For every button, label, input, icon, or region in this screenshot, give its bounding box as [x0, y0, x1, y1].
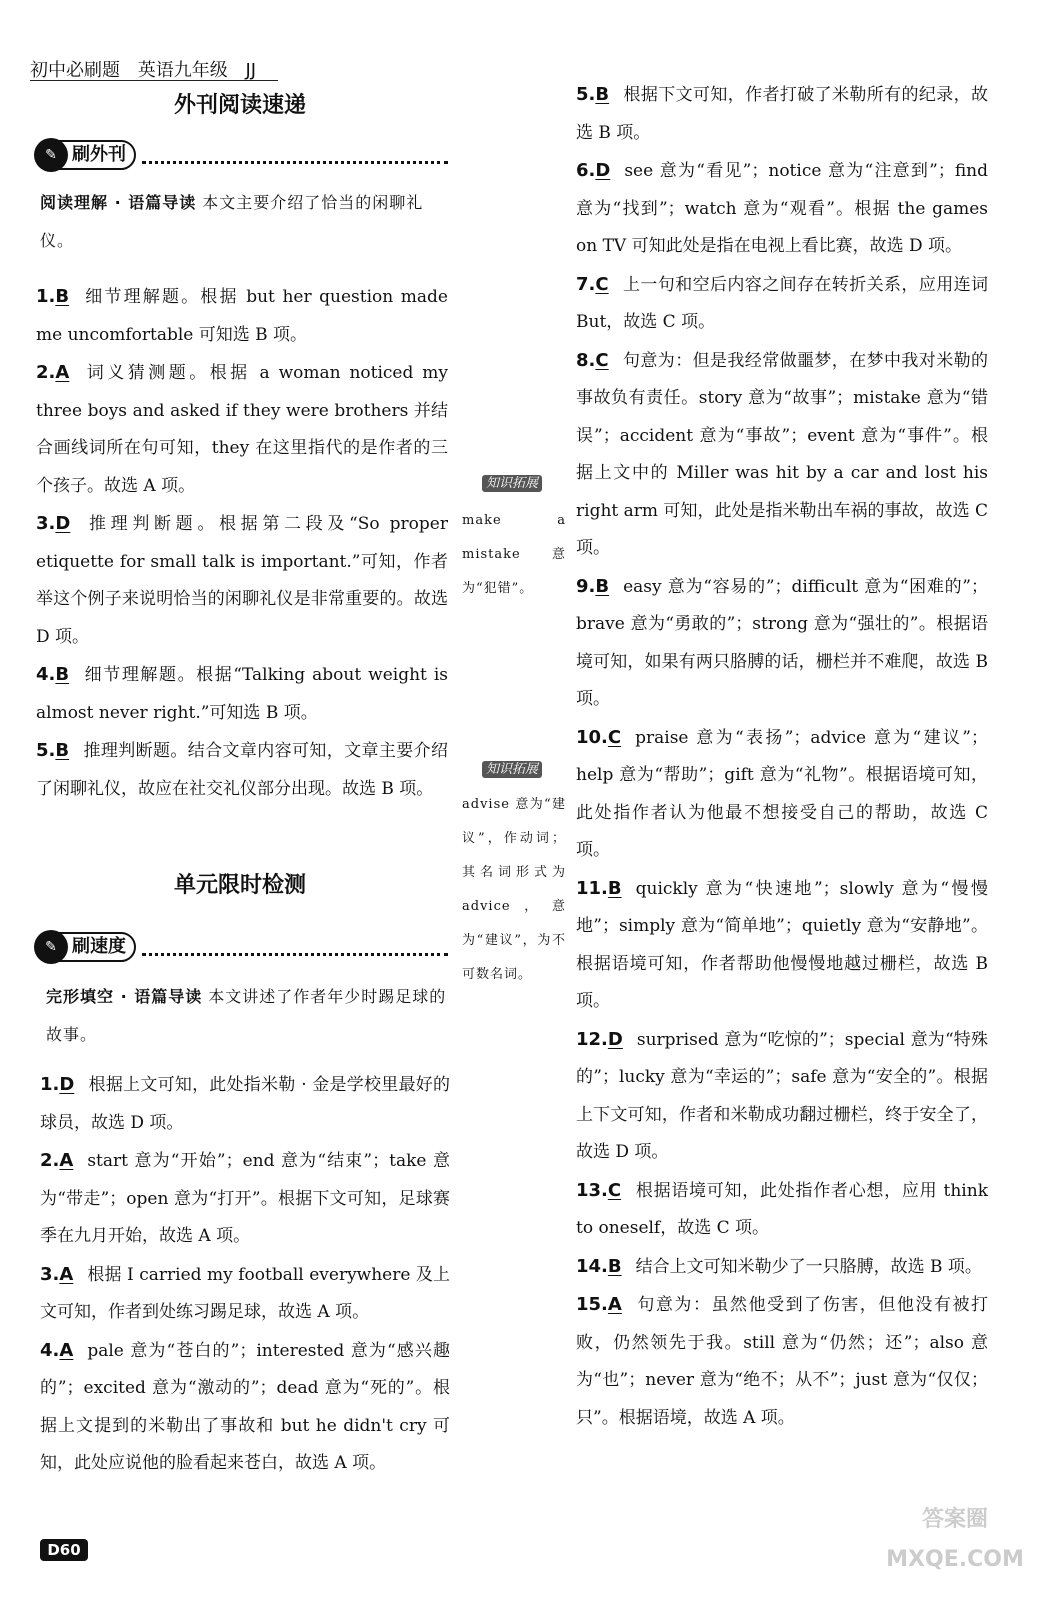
answer-item: 1.D 根据上文可知，此处指米勒 · 金是学校里最好的球员，故选 D 项。 [40, 1074, 450, 1133]
answer-item: 7.C 上一句和空后内容之间存在转折关系，应用连词 But，故选 C 项。 [576, 273, 988, 332]
answer-item: 12.D surprised 意为“吃惊的”；special 意为“特殊的”；lucky 意为“幸运的”；safe 意为“安全的”。根据上下文可知，作者和米勒成功翻过栅栏，终于安全了，故选 D 项。 [576, 1028, 988, 1162]
answer-item: 14.B 结合上文可知米勒少了一只胳膊，故选 B 项。 [576, 1255, 982, 1277]
running-header [30, 56, 268, 82]
badge-sudu [36, 932, 448, 962]
header-rule [30, 80, 278, 81]
knowledge-tag: 知识拓展 [482, 472, 542, 491]
answer-item: 5.B 根据下文可知，作者打破了米勒所有的纪录，故选 B 项。 [576, 84, 988, 143]
reading-intro [40, 184, 448, 260]
dotted-rule [142, 147, 448, 164]
subject-name: 英语九年级 [137, 60, 228, 81]
series-name: 初中必刷题 [30, 60, 120, 81]
book-icon: ✎ [34, 138, 68, 172]
book-icon: ✎ [34, 930, 68, 964]
cloze-answers-left [40, 1066, 450, 1483]
answer-item: 1.B 细节理解题。根据 but her question made me uncomfortable 可知选 B 项。 [36, 286, 448, 345]
intro-text: 本文主要介绍了恰当的闲聊礼仪。 [40, 193, 424, 250]
answer-item: 2.A 词义猜测题。根据 a woman noticed my three boys and asked if they were brothers 并结合画线词所在句可知，they 在这里指代的是作者的三个孩子。故选 A 项。 [36, 362, 448, 496]
cloze-intro [46, 978, 448, 1054]
answer-item: 5.B 推理判断题。结合文章内容可知，文章主要介绍了闲聊礼仪，故应在社交礼仪部分出现。故选 B 项。 [36, 740, 448, 799]
dotted-rule [142, 939, 448, 956]
section-title-test: 单元限时检测 [173, 873, 306, 898]
answer-item: 3.A 根据 I carried my football everywhere 及上文可知，作者到处练习踢足球，故选 A 项。 [40, 1263, 450, 1322]
knowledge-tag: 知识拓展 [482, 758, 542, 777]
answer-item: 9.B easy 意为“容易的”；difficult 意为“困难的”；brave 意为“勇敢的”；strong 意为“强壮的”。根据语境可知，如果有两只胳膊的话，栅栏并不难爬，故选 B 项。 [576, 575, 988, 709]
side-note-mistake: make a mistake 意为“犯错”。 [462, 513, 566, 596]
answer-item: 8.C 句意为：但是我经常做噩梦，在梦中我对米勒的事故负有责任。story 意为“故事”；mistake 意为“错误”；accident 意为“事故”；event 意为“事件”。根据上文中的 Miller was hit by a car and lost his right arm 可知，此处是指米勒出车祸的事故，故选 C 项。 [576, 349, 988, 558]
intro-label: 阅读理解 · 语篇导读 [40, 193, 197, 212]
edition-code: JJ [245, 60, 257, 81]
answer-item: 2.A start 意为“开始”；end 意为“结束”；take 意为“带走”；open 意为“打开”。根据下文可知，足球赛季在九月开始，故选 A 项。 [40, 1150, 450, 1246]
reading-answers [36, 278, 448, 808]
cloze-answers-right [576, 76, 988, 1437]
answer-item: 11.B quickly 意为“快速地”；slowly 意为“慢慢地”；simply 意为“简单地”；quietly 意为“安静地”。根据语境可知，作者帮助他慢慢地越过栅栏，故选 B 项。 [576, 877, 988, 1011]
answer-item: 4.B 细节理解题。根据“Talking about weight is almost never right.”可知选 B 项。 [36, 664, 448, 723]
answer-item: 4.A pale 意为“苍白的”；interested 意为“感兴趣的”；excited 意为“激动的”；dead 意为“死的”。根据上文提到的米勒出了事故和 but he didn't cry 可知，此处应说他的脸看起来苍白，故选 A 项。 [40, 1339, 450, 1473]
side-note-advise: advise 意为“建议”，作动词；其名词形式为 advice，意为“建议”，为不可数名词。 [462, 797, 566, 982]
badge-waikan [36, 140, 448, 170]
badge-label: 刷外刊 [72, 144, 126, 165]
page-number: D60 [40, 1539, 88, 1561]
intro-text: 本文讲述了作者年少时踢足球的故事。 [46, 987, 447, 1044]
answer-item: 10.C praise 意为“表扬”；advice 意为“建议”；help 意为“帮助”；gift 意为“礼物”。根据语境可知，此处指作者认为他最不想接受自己的帮助，故选 C 项。 [576, 726, 988, 860]
intro-label: 完形填空 · 语篇导读 [46, 987, 203, 1006]
answer-item: 6.D see 意为“看见”；notice 意为“注意到”；find 意为“找到”；watch 意为“观看”。根据 the games on TV 可知此处是指在电视上看比赛，故选 D 项。 [576, 160, 988, 256]
answer-item: 3.D 推理判断题。根据第二段及“So proper etiquette for small talk is important.”可知，作者举这个例子来说明恰当的闲聊礼仪是非常重要的。故选 D 项。 [36, 513, 448, 647]
badge-label: 刷速度 [72, 936, 126, 957]
answer-item: 13.C 根据语境可知，此处指作者心想，应用 think to oneself，故选 C 项。 [576, 1179, 988, 1238]
section-title-reading: 外刊阅读速递 [173, 93, 306, 118]
watermark: 答案圈 MXQE.COM [886, 1507, 1024, 1572]
answer-item: 15.A 句意为：虽然他受到了伤害，但他没有被打败，仍然领先于我。still 意为“仍然；还”；also 意为“也”；never 意为“绝不；从不”；just 意为“仅仅；只”。根据语境，故选 A 项。 [576, 1294, 988, 1428]
